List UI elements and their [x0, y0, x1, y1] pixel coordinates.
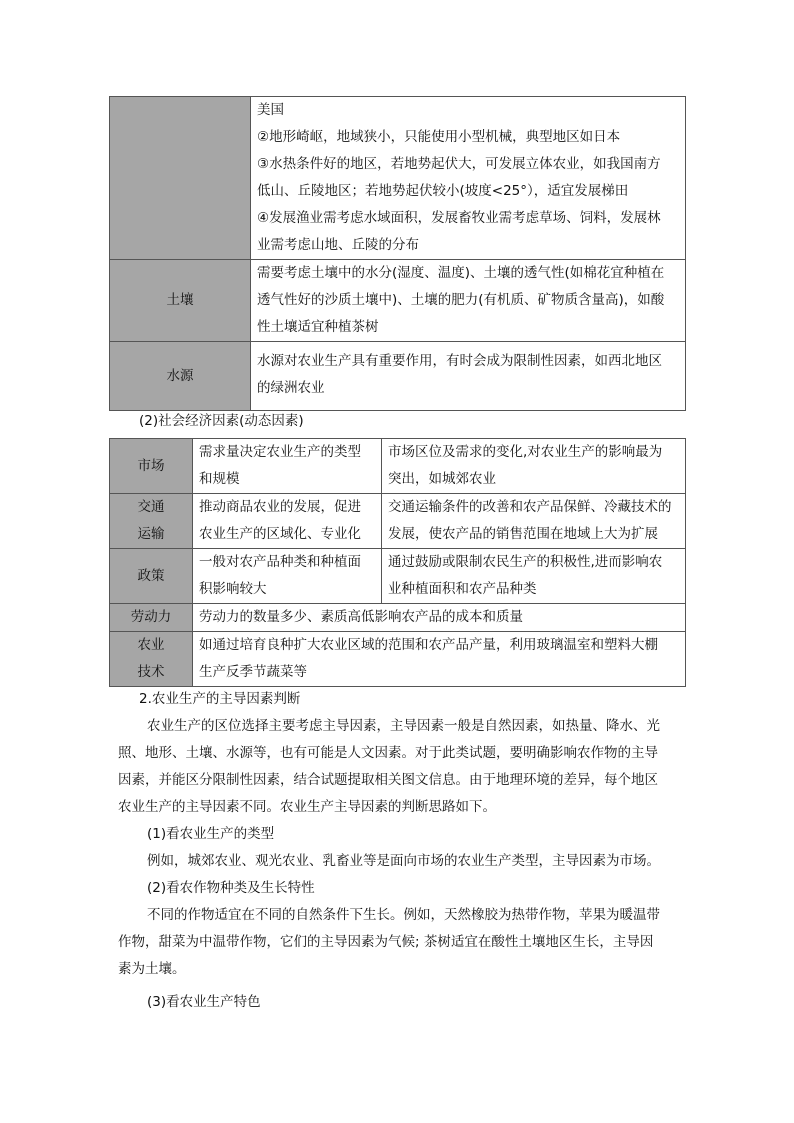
- cell-line: 如通过培育良种扩大农业区域的范围和农产品产量，利用玻璃温室和塑料大棚: [199, 637, 658, 653]
- table-row: [110, 549, 686, 604]
- cell-line: 劳动力的数量多少、素质高低影响农产品的成本和质量: [199, 609, 523, 625]
- transport-effect-cell: [193, 494, 382, 549]
- cell-line: 美国: [257, 102, 284, 118]
- subheading-social-economic: (2)社会经济因素(动态因素): [139, 413, 304, 429]
- cell-line: 业种植面积和农产品种类: [388, 581, 537, 597]
- policy-detail-cell: [382, 549, 686, 604]
- row-header-agri-tech: [110, 632, 193, 687]
- soil-description-cell: [251, 260, 686, 342]
- cell-line: ③水热条件好的地区，若地势起伏大，可发展立体农业，如我国南方: [257, 156, 661, 172]
- table-row: [110, 439, 686, 494]
- market-effect-cell: [193, 439, 382, 494]
- header-line: 政策: [137, 567, 165, 584]
- table-row: [110, 604, 686, 632]
- cell-line: 低山、丘陵地区；若地势起伏较小(坡度<25°），适宜发展梯田: [257, 183, 629, 199]
- row-header-terrain-continued: [110, 97, 251, 260]
- table-row: [110, 632, 686, 687]
- paragraph-line: 农业生产的区位选择主要考虑主导因素，主导因素一般是自然因素，如热量、降水、光: [147, 718, 660, 734]
- cell-line: 的绿洲农业: [257, 380, 325, 396]
- cell-line: 性土壤适宜种植茶树: [257, 319, 379, 335]
- header-line: 市场: [137, 457, 165, 474]
- paragraph-line: 素为土壤。: [118, 961, 186, 977]
- labor-description-cell: [193, 604, 686, 632]
- cell-line: 积影响较大: [199, 581, 267, 597]
- table-row: [110, 97, 686, 260]
- row-header-soil: 土壤: [110, 260, 251, 342]
- paragraph-line: 因素，并能区分限制性因素，结合试题提取相关图文信息。由于地理环境的差异，每个地区: [118, 772, 658, 788]
- cell-line: 水源对农业生产具有重要作用，有时会成为限制性因素，如西北地区: [257, 353, 662, 369]
- cell-line: ②地形崎岖，地域狭小，只能使用小型机械，典型地区如日本: [257, 129, 621, 145]
- row-header-policy: [110, 549, 193, 604]
- water-description-cell: [251, 342, 686, 411]
- row-header-market: [110, 439, 193, 494]
- cell-line: 需要考虑土壤中的水分(湿度、温度)、土壤的透气性(如棉花宜种植在: [257, 265, 665, 281]
- cell-line: 和规模: [199, 471, 240, 487]
- cell-line: 通过鼓励或限制农民生产的积极性,进而影响农: [388, 554, 663, 570]
- section-heading-dominant-factor: 2.农业生产的主导因素判断: [139, 691, 301, 707]
- cell-line: 透气性好的沙质土壤中)、土壤的肥力(有机质、矿物质含量高)，如酸: [257, 292, 665, 308]
- subheading-crop-type: (2)看农作物种类及生长特性: [147, 880, 315, 896]
- transport-detail-cell: [382, 494, 686, 549]
- paragraph-line: 例如，城郊农业、观光农业、乳畜业等是面向市场的农业生产类型，主导因素为市场。: [147, 853, 660, 869]
- cell-line: ④发展渔业需考虑水域面积，发展畜牧业需考虑草场、饲料，发展林: [257, 210, 661, 226]
- cell-line: 需求量决定农业生产的类型: [199, 444, 361, 460]
- row-header-transport: [110, 494, 193, 549]
- cell-line: 一般对农产品种类和种植面: [199, 554, 361, 570]
- cell-line: 推动商品农业的发展，促进: [199, 499, 361, 515]
- cell-line: 市场区位及需求的变化,对农业生产的影响最为: [388, 444, 663, 460]
- header-line: 农业: [137, 637, 165, 653]
- row-header-water: 水源: [110, 342, 251, 411]
- paragraph-line: 作物，甜菜为中温带作物，它们的主导因素为气候; 茶树适宜在酸性土壤地区生长，主导因: [118, 934, 654, 950]
- agri-tech-description-cell: [193, 632, 686, 687]
- cell-line: 农业生产的区域化、专业化: [199, 526, 361, 542]
- terrain-description-cell: [251, 97, 686, 260]
- cell-line: 发展，使农产品的销售范围在地域上大为扩展: [388, 526, 658, 542]
- table-row: [110, 260, 686, 342]
- header-line: 技术: [137, 664, 165, 680]
- subheading-type: (1)看农业生产的类型: [147, 826, 275, 842]
- policy-effect-cell: [193, 549, 382, 604]
- paragraph-line: 不同的作物适宜在不同的自然条件下生长。例如，天然橡胶为热带作物，苹果为暖温带: [147, 907, 660, 923]
- cell-line: 业需考虑山地、丘陵的分布: [257, 237, 419, 253]
- table-row: [110, 494, 686, 549]
- natural-factors-table: [109, 96, 686, 411]
- paragraph-line: 农业生产的主导因素不同。农业生产主导因素的判断思路如下。: [118, 799, 496, 815]
- social-economic-factors-table: [109, 438, 686, 687]
- row-header-labor: [110, 604, 193, 632]
- paragraph-line: 照、地形、土壤、水源等，也有可能是人文因素。对于此类试题，要明确影响农作物的主导: [118, 745, 658, 761]
- cell-line: 交通运输条件的改善和农产品保鲜、冷藏技术的: [388, 499, 672, 515]
- market-detail-cell: [382, 439, 686, 494]
- header-line: 劳动力: [130, 609, 172, 625]
- header-line: 运输: [137, 526, 165, 542]
- cell-line: 生产反季节蔬菜等: [199, 664, 307, 680]
- header-line: 交通: [137, 499, 165, 515]
- cell-line: 突出，如城郊农业: [388, 471, 496, 487]
- table-row: [110, 342, 686, 411]
- subheading-features: (3)看农业生产特色: [147, 994, 261, 1010]
